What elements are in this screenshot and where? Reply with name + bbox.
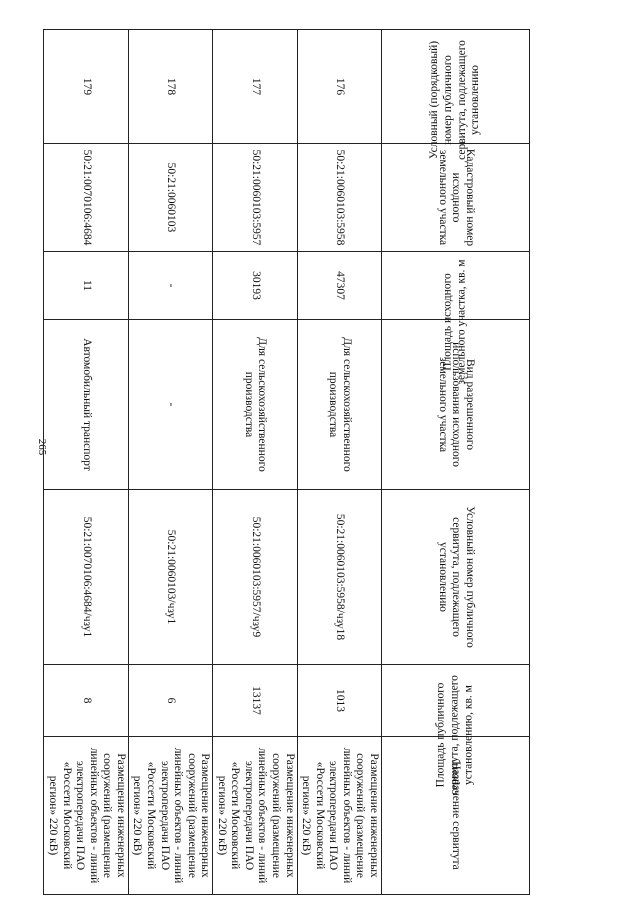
cell-servitude-area: 6 (128, 665, 212, 737)
header-servitude-sequence-number: Условный (порядковый) номер публичного сервитута, подлежащего установлению (382, 30, 530, 144)
cell-sequence-number: 179 (44, 30, 128, 144)
header-servitude-area: Площадь публичного сервитута, подлежащего установлению, кв. м (382, 665, 530, 737)
servitude-table (44, 29, 531, 895)
cell-cadastral-number: 50:21:0060103:5958 (297, 144, 381, 252)
cell-servitude-number: 50:21:0070106:4684/чзу1 (44, 490, 128, 665)
table-row (128, 30, 212, 895)
header-cadastral-number: Кадастровый номер исходного земельного участка (382, 144, 530, 252)
cell-plot-area: 30193 (213, 252, 297, 320)
table-row (213, 30, 297, 895)
cell-plot-area: - (128, 252, 212, 320)
cell-servitude-area: 13137 (213, 665, 297, 737)
cell-servitude-purpose: Размещение инженерных сооружений (размещение линейных объектов - линий электропередачи ПАО «Россети Московский регион» 220 кВ) (128, 737, 212, 895)
servitude-table-container (47, 29, 530, 894)
header-servitude-number: Условный номер публичного сервитута, подлежащего установлению (382, 490, 530, 665)
table-header-row (382, 30, 530, 895)
cell-servitude-purpose: Размещение инженерных сооружений (размещение линейных объектов - линий электропередачи ПАО «Россети Московский регион» 220 кВ) (297, 737, 381, 895)
cell-plot-area: 11 (44, 252, 128, 320)
table-row (297, 30, 381, 895)
cell-sequence-number: 178 (128, 30, 212, 144)
cell-servitude-purpose: Размещение инженерных сооружений (размещение линейных объектов - линий электропередачи ПАО «Россети Московский регион» 220 кВ) (213, 737, 297, 895)
header-source-plot-area: Площадь исходного земельного участка, кв. м (382, 252, 530, 320)
cell-servitude-area: 8 (44, 665, 128, 737)
header-permitted-use: Вид разрешенного использования исходного земельного участка (382, 320, 530, 490)
table-row (44, 30, 128, 895)
cell-servitude-number: 50:21:0060103/чзу1 (128, 490, 212, 665)
cell-sequence-number: 176 (297, 30, 381, 144)
cell-sequence-number: 177 (213, 30, 297, 144)
header-servitude-purpose: Назначение сервитута (382, 737, 530, 895)
cell-cadastral-number: 50:21:0070106:4684 (44, 144, 128, 252)
cell-cadastral-number: 50:21:0060103:5957 (213, 144, 297, 252)
cell-plot-area: 47307 (297, 252, 381, 320)
cell-servitude-purpose: Размещение инженерных сооружений (размещение линейных объектов - линий электропередачи ПАО «Россети Московский регион» 220 кВ) (44, 737, 128, 895)
cell-permitted-use: Для сельскохозяйственного производства (213, 320, 297, 490)
cell-permitted-use: - (128, 320, 212, 490)
cell-permitted-use: Автомобильный транспорт (44, 320, 128, 490)
cell-servitude-area: 1013 (297, 665, 381, 737)
cell-cadastral-number: 50:21:0060103 (128, 144, 212, 252)
page-number: 265 (36, 438, 48, 456)
cell-permitted-use: Для сельскохозяйственного производства (297, 320, 381, 490)
cell-servitude-number: 50:21:0060103:5958/чзу18 (297, 490, 381, 665)
cell-servitude-number: 50:21:0060103:5957/чзу9 (213, 490, 297, 665)
